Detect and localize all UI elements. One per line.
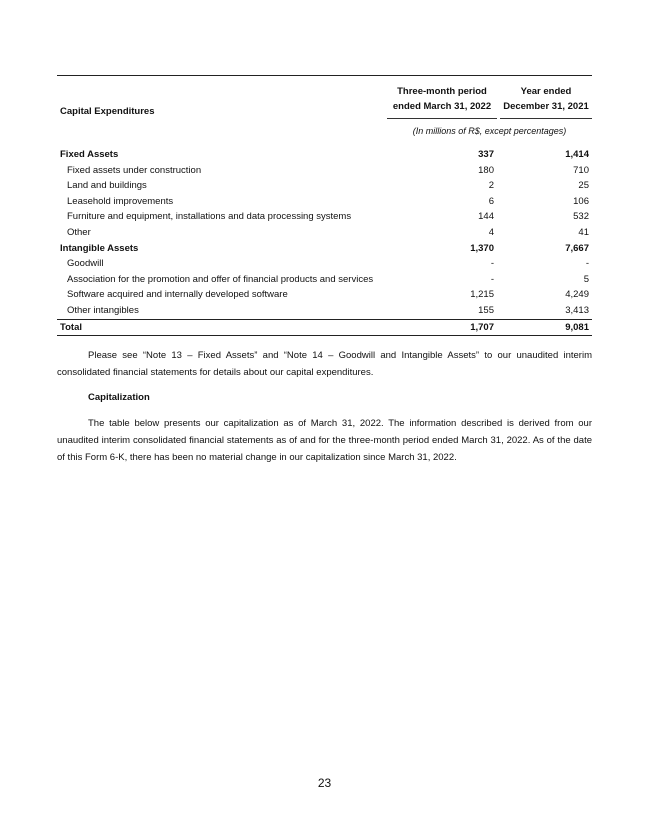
column-header-three-month: Three-month period ended March 31, 2022 xyxy=(392,86,492,112)
value-three-month: 144 xyxy=(478,211,494,223)
value-year-ended: 41 xyxy=(578,226,589,238)
table-row xyxy=(57,241,592,257)
capitalization-heading: Capitalization xyxy=(88,392,150,403)
table-row xyxy=(57,225,592,241)
table-bottom-rule xyxy=(57,335,592,336)
value-year-ended: 5 xyxy=(583,273,589,285)
value-three-month: 6 xyxy=(488,195,494,207)
value-three-month: - xyxy=(490,258,494,270)
value-year-ended: 532 xyxy=(573,211,589,223)
table-row xyxy=(57,287,592,303)
row-label: Leasehold improvements xyxy=(67,195,174,207)
row-label: Furniture and equipment, installations and data processing systems xyxy=(67,211,352,223)
page-number: 23 xyxy=(317,776,332,790)
table-row xyxy=(57,163,592,179)
value-year-ended: 7,667 xyxy=(565,242,589,254)
table-row xyxy=(57,147,592,163)
row-label: Land and buildings xyxy=(67,180,147,192)
value-year-ended: 710 xyxy=(573,164,589,176)
row-label: Other xyxy=(67,226,91,238)
table-row xyxy=(57,209,592,225)
value-year-ended: 1,414 xyxy=(565,149,589,160)
row-label: Total xyxy=(60,321,82,333)
value-three-month: 1,215 xyxy=(470,289,494,301)
value-year-ended: 9,081 xyxy=(565,321,589,333)
value-three-month: 1,707 xyxy=(470,321,494,333)
value-three-month: 1,370 xyxy=(470,242,494,254)
value-year-ended: - xyxy=(585,258,589,270)
column-header-rule xyxy=(500,118,592,119)
row-label: Fixed assets under construction xyxy=(67,164,202,176)
capex-note-paragraph: Please see “Note 13 – Fixed Assets” and “Note 14 – Goodwill and Intangible Assets” to our unaudited interim consolidated financial statements for details about our capital expenditures. xyxy=(57,350,592,378)
value-year-ended: 106 xyxy=(573,195,589,207)
value-year-ended: 25 xyxy=(578,180,589,192)
table-row xyxy=(57,272,592,288)
row-label: Association for the promotion and offer of financial products and services xyxy=(67,273,374,285)
row-label: Intangible Assets xyxy=(60,242,139,254)
column-header-year-ended: Year ended December 31, 2021 xyxy=(503,86,589,112)
value-year-ended: 4,249 xyxy=(565,289,589,301)
column-header-rule xyxy=(387,118,497,119)
row-label: Fixed Assets xyxy=(60,149,119,160)
table-row xyxy=(57,178,592,194)
value-year-ended: 3,413 xyxy=(565,304,589,316)
table-row xyxy=(57,303,592,319)
table-top-rule xyxy=(57,75,592,76)
units-note: (In millions of R$, except percentages) xyxy=(412,126,567,136)
row-label: Goodwill xyxy=(67,258,104,270)
table-row xyxy=(57,194,592,210)
table-body xyxy=(57,147,592,335)
value-three-month: 180 xyxy=(478,164,494,176)
value-three-month: 2 xyxy=(488,180,494,192)
row-label: Software acquired and internally developed software xyxy=(67,289,288,301)
capitalization-paragraph: The table below presents our capitalization as of March 31, 2022. The information described is derived from our unaudited interim consolidated financial statements as of and for the three-month period ended March 31, 2022. As of the date of this Form 6-K, there has been no material change in our capitalization since March 31, 2022. xyxy=(57,418,592,463)
row-label: Other intangibles xyxy=(67,304,139,316)
table-total-row xyxy=(57,319,592,336)
value-three-month: - xyxy=(490,273,494,285)
value-three-month: 4 xyxy=(488,226,494,238)
table-header-label: Capital Expenditures xyxy=(60,106,155,117)
value-three-month: 337 xyxy=(478,149,494,160)
table-row xyxy=(57,256,592,272)
value-three-month: 155 xyxy=(478,304,494,316)
